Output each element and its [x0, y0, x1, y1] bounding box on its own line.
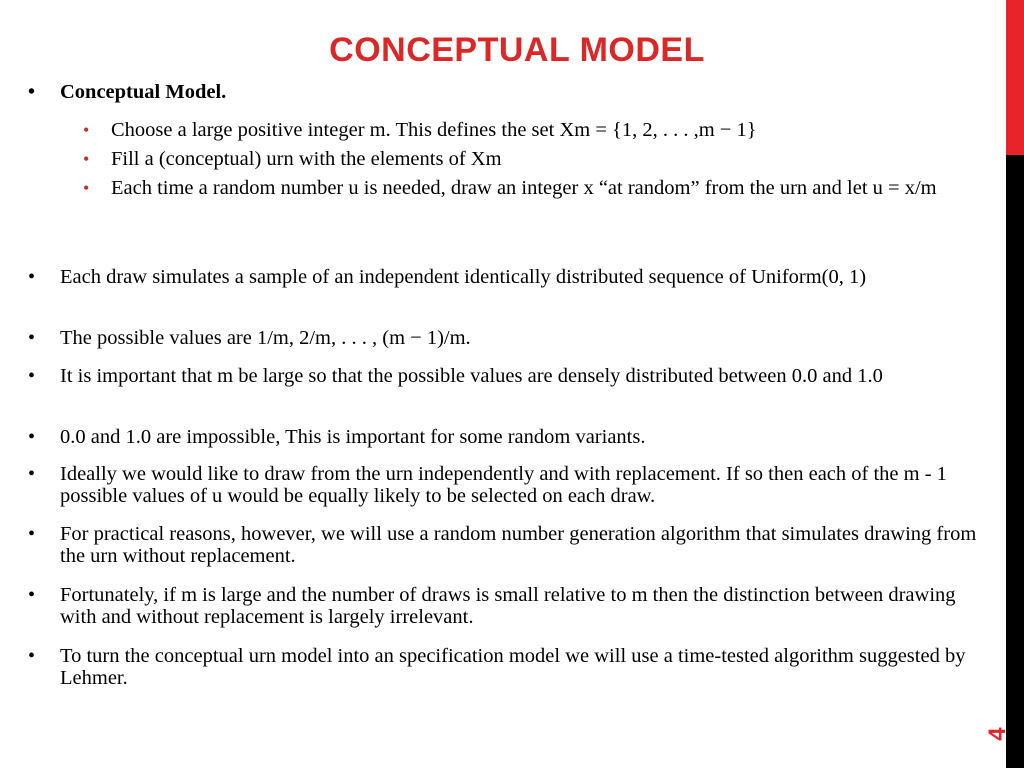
sub-bullet-text: Fill a (conceptual) urn with the elements of Xm [111, 148, 502, 170]
bullet-item [28, 365, 990, 387]
sub-bullet [83, 177, 986, 199]
bullet-item [28, 523, 990, 567]
bullet-item [28, 327, 990, 349]
sub-bullet [83, 148, 986, 170]
bullet-item [28, 426, 990, 448]
bullet-text: For practical reasons, however, we will use a random number generation algorithm that simulates drawing from the urn without replacement. [60, 523, 977, 567]
bullet-dot-icon: • [28, 327, 36, 349]
bullet-text: Each draw simulates a sample of an independent identically distributed sequence of Uniform(0, 1) [60, 266, 867, 288]
sub-bullet-text: Choose a large positive integer m. This defines the set Xm = {1, 2, . . . ,m − 1} [111, 119, 757, 141]
bullet-dot-icon: • [28, 266, 36, 288]
sub-bullet-text: Each time a random number u is needed, draw an integer x “at random” from the urn and let u = x/m [111, 177, 937, 199]
bullet-dot-icon: • [28, 365, 36, 387]
slide-title: CONCEPTUAL MODEL [329, 31, 705, 69]
bullet-item [28, 645, 990, 689]
bullet-text: Ideally we would like to draw from the urn independently and with replacement. If so then each of the m - 1 possible values of u would be equally likely to be selected on each draw. [60, 463, 947, 507]
sub-bullet-dot-icon: • [83, 149, 90, 169]
bullet-dot-icon: • [28, 426, 36, 448]
sub-bullet-dot-icon: • [83, 120, 90, 140]
sub-bullet [83, 119, 986, 141]
bullet-item [28, 266, 990, 288]
bullet-text: To turn the conceptual urn model into an specification model we will use a time-tested algorithm suggested by Lehmer. [60, 645, 966, 689]
bullet-dot-icon: • [28, 584, 36, 606]
bullet-text: Fortunately, if m is large and the number of draws is small relative to m then the distinction between drawing with and without replacement is largely irrelevant. [60, 584, 956, 628]
bullet-text: The possible values are 1/m, 2/m, . . . , (m − 1)/m. [60, 327, 471, 349]
bullet-dot-icon: • [28, 523, 36, 545]
bullet-text: 0.0 and 1.0 are impossible, This is important for some random variants. [60, 426, 646, 448]
sub-bullet-dot-icon: • [83, 178, 90, 198]
bullet-dot-icon: • [28, 463, 36, 485]
bullet-text: It is important that m be large so that the possible values are densely distributed between 0.0 and 1.0 [60, 365, 883, 387]
bullet-heading [28, 81, 990, 103]
bullet-dot-icon: • [28, 81, 36, 103]
bullet-dot-icon: • [28, 645, 36, 667]
bullet-heading-text: Conceptual Model. [60, 81, 227, 103]
page-number: 4 [984, 727, 1011, 741]
bullet-item [28, 463, 990, 507]
bullet-item [28, 584, 990, 628]
accent-bar-black [1006, 155, 1024, 768]
accent-bar-red [1006, 0, 1024, 155]
